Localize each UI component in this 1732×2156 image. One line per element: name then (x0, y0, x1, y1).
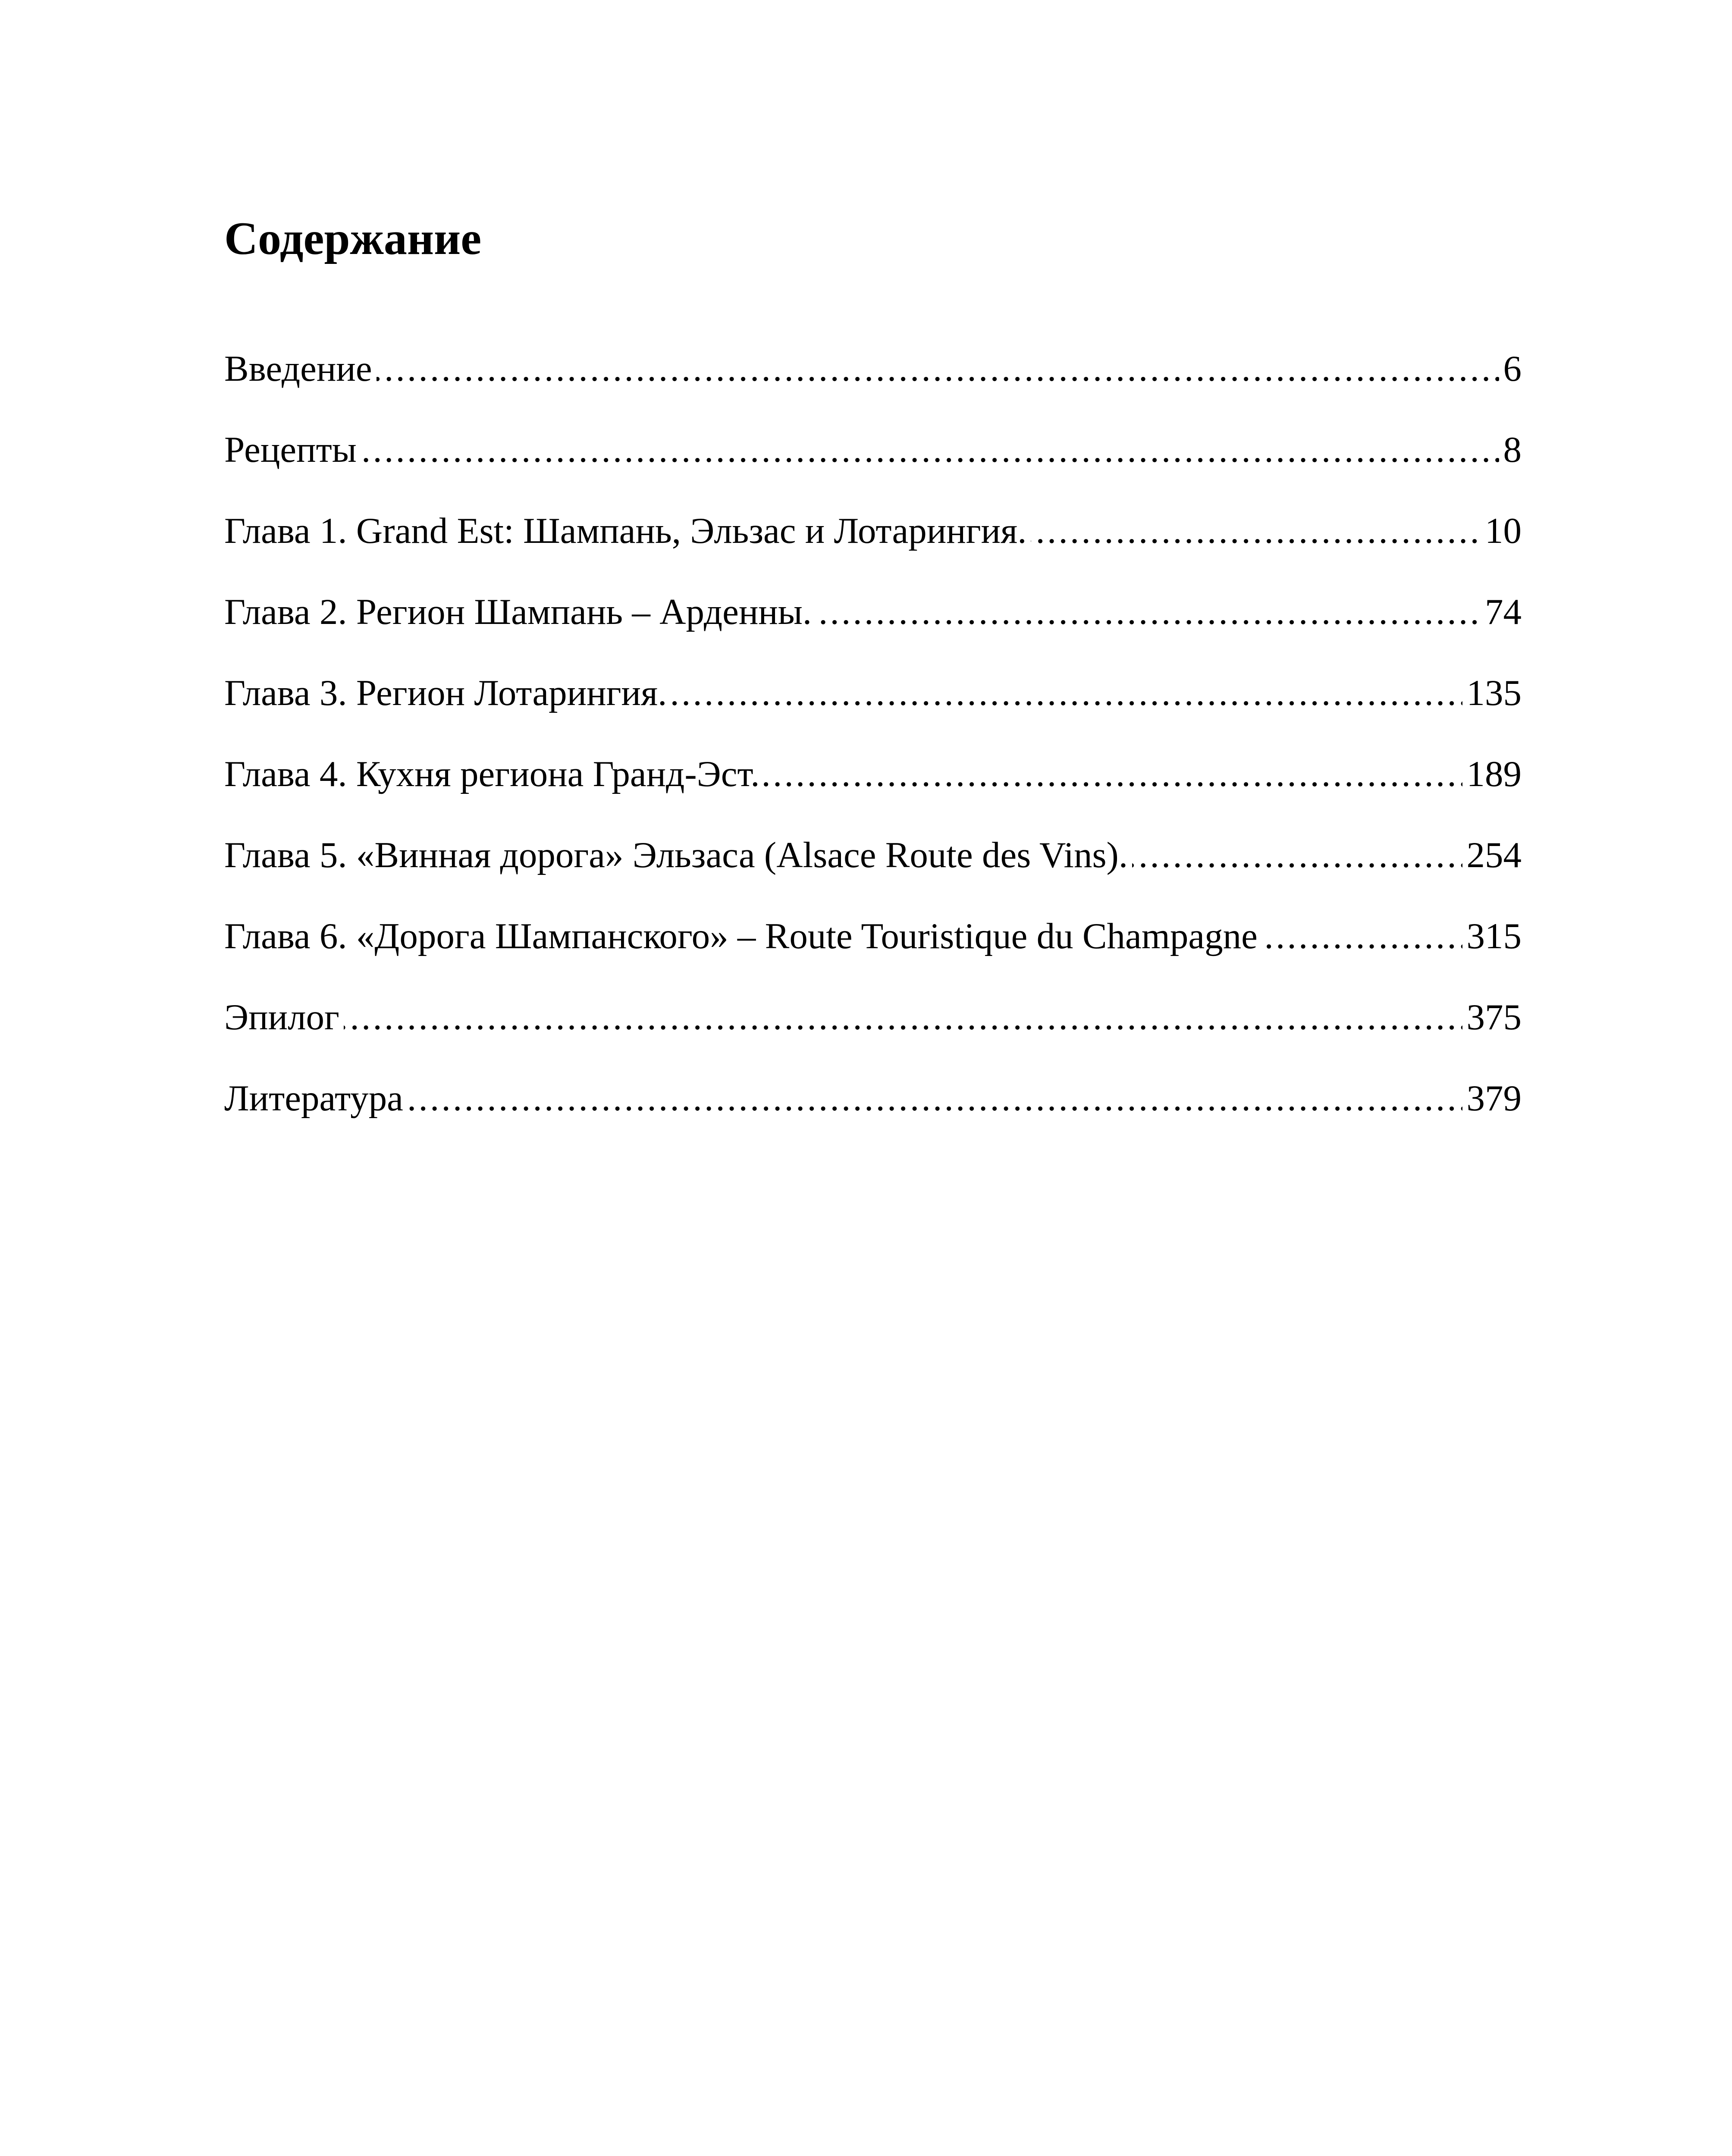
toc-entry-title: Глава 3. Регион Лотарингия. (224, 667, 671, 719)
toc-entry-title: Глава 1. Grand Est: Шампань, Эльзас и Лотарингия. (224, 505, 1031, 557)
toc-entry-title: Эпилог (224, 991, 344, 1043)
toc-entry-page-number: 189 (1462, 748, 1522, 800)
toc-entry-chapter-2 (224, 586, 1522, 667)
toc-entry-page-number: 74 (1481, 586, 1522, 638)
toc-entry-chapter-5 (224, 829, 1522, 910)
toc-entry-title: Глава 6. «Дорога Шампанского» – Route Touristique du Champagne (224, 910, 1262, 962)
toc-entry-chapter-3 (224, 667, 1522, 748)
toc-entry-introduction (224, 343, 1522, 424)
toc-entry-chapter-6 (224, 910, 1522, 991)
toc-entry-page-number: 375 (1462, 991, 1522, 1043)
toc-entry-recipes (224, 424, 1522, 505)
toc-entry-title: Глава 4. Кухня региона Гранд-Эст. (224, 748, 764, 800)
toc-entry-title: Введение (224, 343, 377, 395)
toc-entry-title: Рецепты (224, 424, 361, 476)
toc-entry-page-number: 6 (1499, 343, 1522, 395)
toc-entry-title: Литература (224, 1072, 408, 1124)
toc-entry-title: Глава 2. Регион Шампань – Арденны. (224, 586, 816, 638)
toc-entry-page-number: 254 (1462, 829, 1522, 881)
toc-entry-literature (224, 1072, 1522, 1153)
toc-entry-page-number: 315 (1462, 910, 1522, 962)
toc-entry-chapter-4 (224, 748, 1522, 829)
toc-entry-page-number: 8 (1499, 424, 1522, 476)
toc-entry-title: Глава 5. «Винная дорога» Эльзаса (Alsace Route des Vins). (224, 829, 1132, 881)
toc-entry-chapter-1 (224, 505, 1522, 586)
table-of-contents (224, 343, 1522, 1153)
toc-entry-page-number: 10 (1481, 505, 1522, 557)
toc-entry-page-number: 379 (1462, 1072, 1522, 1124)
toc-entry-epilogue (224, 991, 1522, 1072)
toc-entry-page-number: 135 (1462, 667, 1522, 719)
page-title: Содержание (224, 213, 482, 264)
